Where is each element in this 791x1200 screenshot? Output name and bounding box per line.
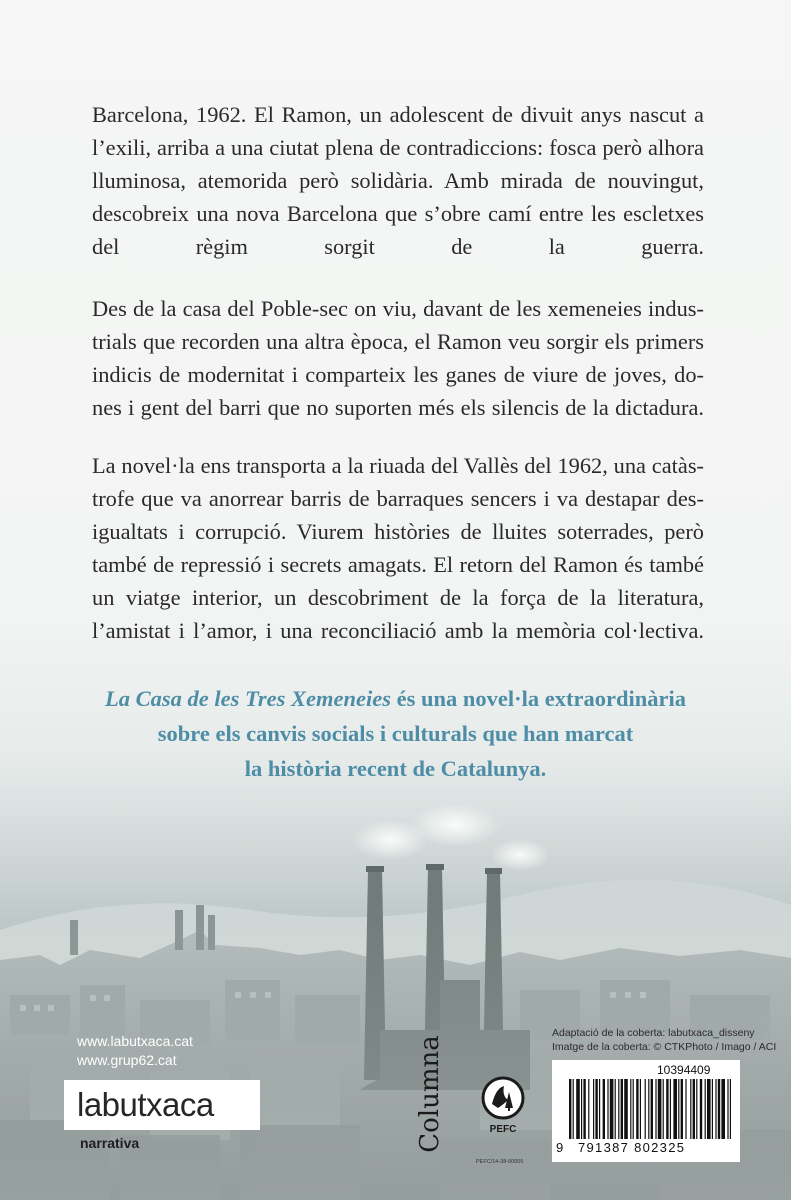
website-labutxaca[interactable]: www.labutxaca.cat: [77, 1033, 193, 1049]
collection-label: narrativa: [80, 1135, 140, 1151]
tagline-line-2: sobre els canvis socials i culturals que han marcat: [157, 721, 634, 746]
synopsis-paragraph-3: La novel·la ens transporta a la riuada del Vallès del 1962, una catàstrofe que va anorrear barris de barraques sencers i va destapar desigualtats i corrupció. Viurem històries de lluites soterrades, però també de repressió i secrets amagats. El retorn del Ramon és també un viatge interior, un descobriment de la força de la literatura, l’amistat i l’amor, i una reconciliació amb la memòria col·lectiva.: [92, 453, 704, 643]
cover-image-credit: Imatge de la coberta: © CTKPhoto / Imago / ACI: [552, 1041, 777, 1053]
publisher-name: Columna: [415, 1035, 445, 1153]
publisher-logo: [410, 1014, 450, 1174]
tagline-line-1: és una novel·la extraordinària: [391, 686, 686, 711]
tagline: [70, 681, 721, 786]
pefc-code: PEFC/14-38-00005: [476, 1159, 524, 1165]
isbn-barcode: [569, 1079, 733, 1139]
pefc-certification-icon: [478, 1074, 528, 1164]
product-code: 10394409: [657, 1063, 711, 1077]
isbn-first-digit: 9: [556, 1140, 564, 1155]
isbn-digits: 791387 802325: [578, 1140, 686, 1155]
synopsis-paragraph-2: Des de la casa del Poble-sec on viu, davant de les xemeneies industrials que recorden una altra època, el Ramon veu sorgir els primers indicis de modernitat i comparteix les ganes de viure de joves, dones i gent del barri que no suporten més els silencis de la dictadura.: [92, 296, 704, 420]
tagline-line-3: la història recent de Catalunya.: [244, 756, 547, 781]
synopsis-paragraph-1: Barcelona, 1962. El Ramon, un adolescent de divuit anys nascut a l’exili, arriba a una ciutat plena de contradiccions: fosca però alhora lluminosa, atemorida però solidària. Amb mirada de nouvingut, descobreix una nova Barcelona que s’obre camí entre les escletxes del règim sorgit de la guerra.: [92, 102, 704, 259]
tagline-book-title: La Casa de les Tres Xemeneies: [105, 686, 391, 711]
pefc-label: PEFC: [489, 1124, 517, 1135]
labutxaca-logo: labutxaca: [77, 1086, 214, 1123]
website-grup62[interactable]: www.grup62.cat: [77, 1052, 177, 1068]
cover-adaptation-credit: Adaptació de la coberta: labutxaca_disseny: [552, 1027, 755, 1039]
